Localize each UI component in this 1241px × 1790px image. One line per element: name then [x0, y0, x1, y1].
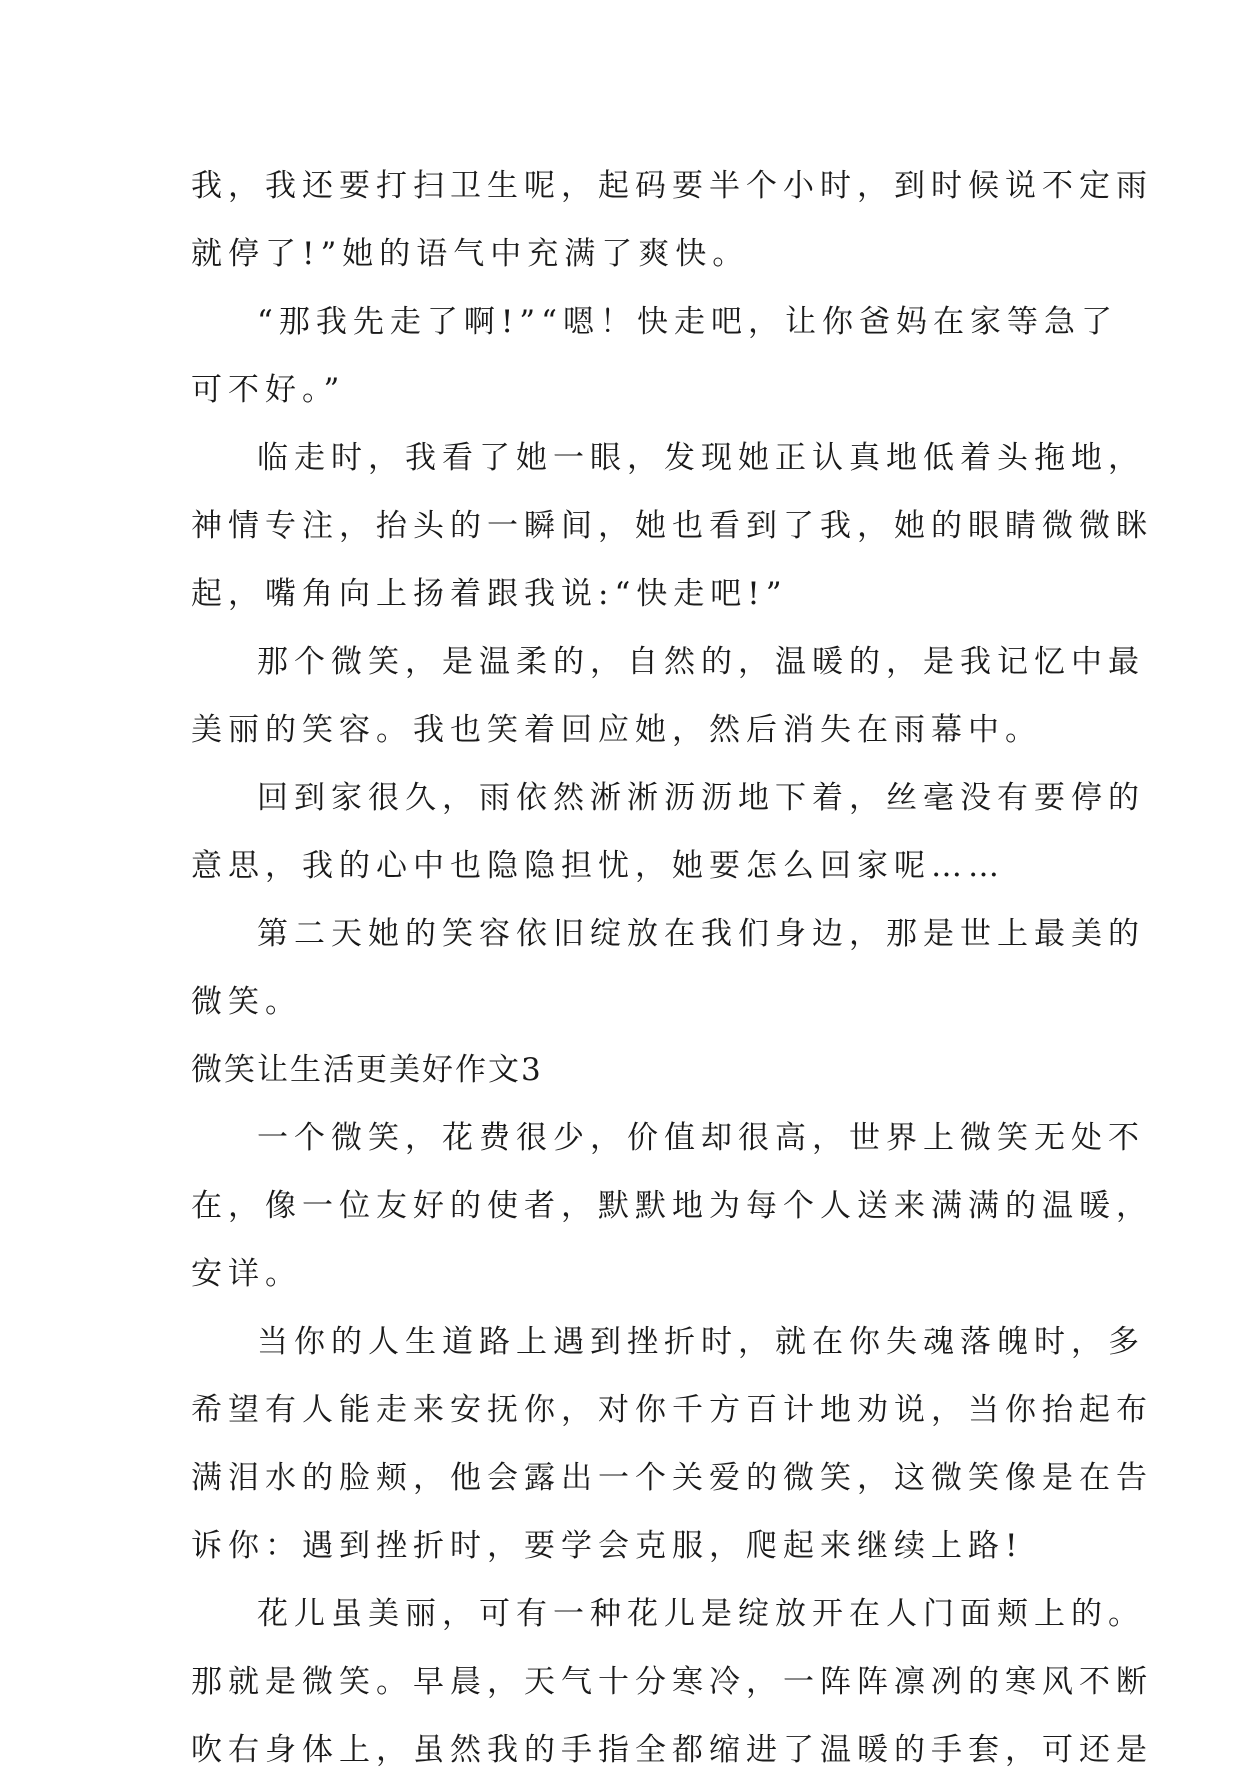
text-line: 美丽的笑容。我也笑着回应她，然后消失在雨幕中。	[191, 712, 1042, 748]
text-line: 神情专注，抬头的一瞬间，她也看到了我，她的眼睛微微眯	[191, 508, 1153, 544]
text-line: 第二天她的笑容依旧绽放在我们身边，那是世上最美的	[257, 916, 1145, 952]
text-line: 可不好。”	[191, 372, 346, 408]
text-line: 诉你：遇到挫折时，要学会克服，爬起来继续上路!	[191, 1528, 1024, 1564]
text-line: 在，像一位友好的使者，默默地为每个人送来满满的温暖，	[191, 1188, 1153, 1224]
document-body	[191, 158, 1153, 1790]
text-line: 那个微笑，是温柔的，自然的，温暖的，是我记忆中最	[257, 644, 1145, 680]
text-line: 我，我还要打扫卫生呢，起码要半个小时，到时候说不定雨	[191, 168, 1153, 204]
text-line: 希望有人能走来安抚你，对你千方百计地劝说，当你抬起布	[191, 1392, 1153, 1428]
section-heading: 微笑让生活更美好作文3	[191, 1052, 543, 1088]
text-line: 那就是微笑。早晨，天气十分寒冷，一阵阵凛冽的寒风不断	[191, 1664, 1153, 1700]
text-line: 回到家很久，雨依然淅淅沥沥地下着，丝毫没有要停的	[257, 780, 1145, 816]
text-line: 起，嘴角向上扬着跟我说:“快走吧!”	[191, 576, 788, 612]
text-line: 当你的人生道路上遇到挫折时，就在你失魂落魄时，多	[257, 1324, 1145, 1360]
text-line: “那我先走了啊!”“嗯！快走吧，让你爸妈在家等急了	[257, 304, 1118, 340]
text-line: 意思，我的心中也隐隐担忧，她要怎么回家呢……	[191, 848, 1005, 884]
text-line: 就停了!”她的语气中充满了爽快。	[191, 236, 750, 272]
text-line: 花儿虽美丽，可有一种花儿是绽放开在人门面颊上的。	[257, 1596, 1145, 1632]
text-line: 满泪水的脸颊，他会露出一个关爱的微笑，这微笑像是在告	[191, 1460, 1153, 1496]
text-line: 临走时，我看了她一眼，发现她正认真地低着头拖地，	[257, 440, 1145, 476]
text-line: 一个微笑，花费很少，价值却很高，世界上微笑无处不	[257, 1120, 1145, 1156]
text-line: 吹右身体上，虽然我的手指全都缩进了温暖的手套，可还是	[191, 1732, 1153, 1768]
text-line: 安详。	[191, 1256, 302, 1292]
text-line: 微笑。	[191, 984, 302, 1020]
